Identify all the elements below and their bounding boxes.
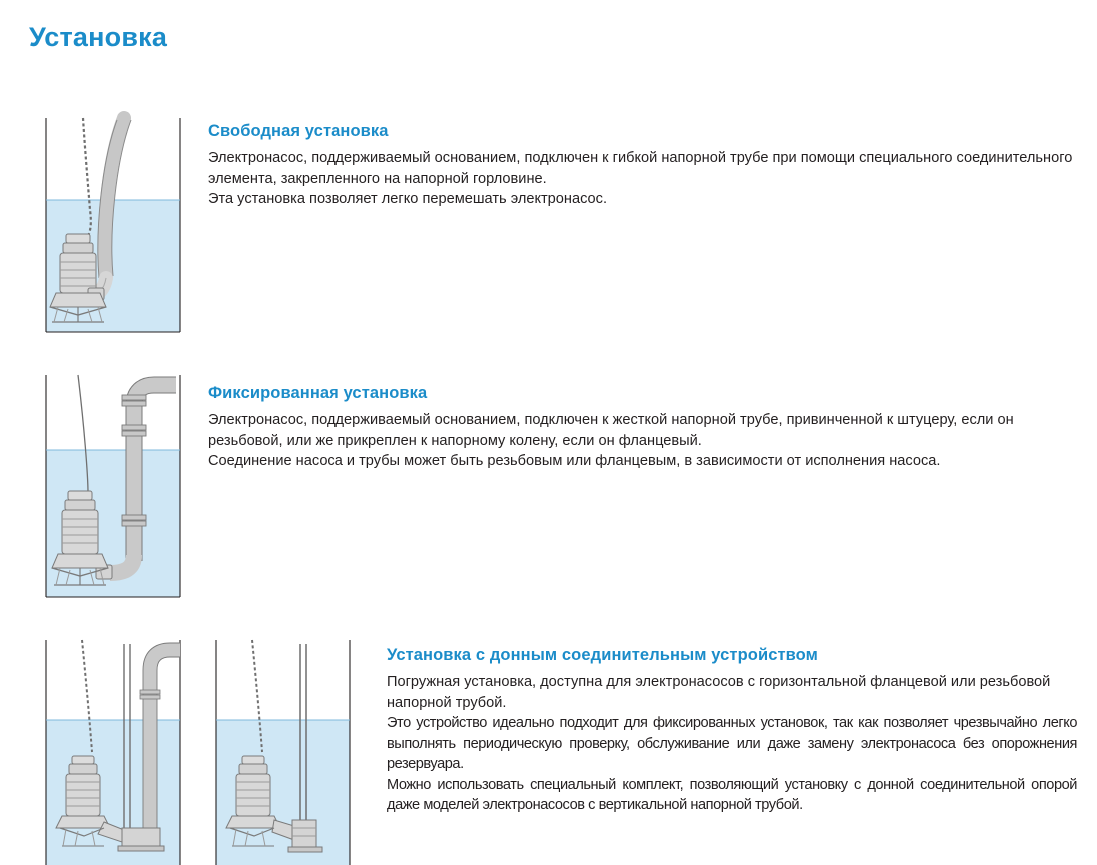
- bottom-coupling-diagram-threaded: [208, 630, 358, 865]
- section-body-bottom-coupling: [387, 672, 1077, 816]
- free-installation-diagram: [38, 100, 188, 340]
- paragraph: Можно использовать специальный комплект, позволяющий установку с донной соединительной опорой даже моделей электронасосов с вертикальной напорной трубой.: [387, 776, 1077, 813]
- page-title: Установка: [29, 22, 168, 52]
- paragraph: Погружная установка, доступна для электронасосов с горизонтальной фланцевой или резьбовой напорной трубой.: [387, 674, 1051, 711]
- paragraph: Электронасос, поддерживаемый основанием, подключен к гибкой напорной трубе при помощи специального соединительного элемента, закрепленного на напорной горловине.: [208, 150, 1073, 187]
- bottom-coupling-diagram-flanged: [38, 630, 188, 865]
- section-body-free-installation: [208, 148, 1078, 210]
- section-free-installation: [208, 122, 1078, 210]
- section-title-bottom-coupling: Установка с донным соединительным устройством: [387, 646, 818, 664]
- section-bottom-coupling-installation: [387, 646, 1077, 816]
- paragraph: Это устройство идеально подходит для фиксированных установок, так как позволяет чрезвычайно легко выполнять периодическую проверку, обслуживание или даже замену электронасоса без опорожнения резервуара.: [387, 715, 1077, 772]
- section-title-free-installation: Свободная установка: [208, 122, 389, 140]
- paragraph: Соединение насоса и трубы может быть резьбовым или фланцевым, в зависимости от исполнения насоса.: [208, 453, 941, 469]
- section-body-fixed-installation: [208, 410, 1078, 472]
- fixed-installation-diagram: [38, 365, 188, 605]
- paragraph: Эта установка позволяет легко перемешать электронасос.: [208, 191, 608, 207]
- section-fixed-installation: [208, 384, 1078, 472]
- section-title-fixed-installation: Фиксированная установка: [208, 384, 428, 402]
- paragraph: Электронасос, поддерживаемый основанием, подключен к жесткой напорной трубе, привинченной к штуцеру, если он резьбовой, или же прикреплен к напорному колену, если он фланцевый.: [208, 412, 1014, 449]
